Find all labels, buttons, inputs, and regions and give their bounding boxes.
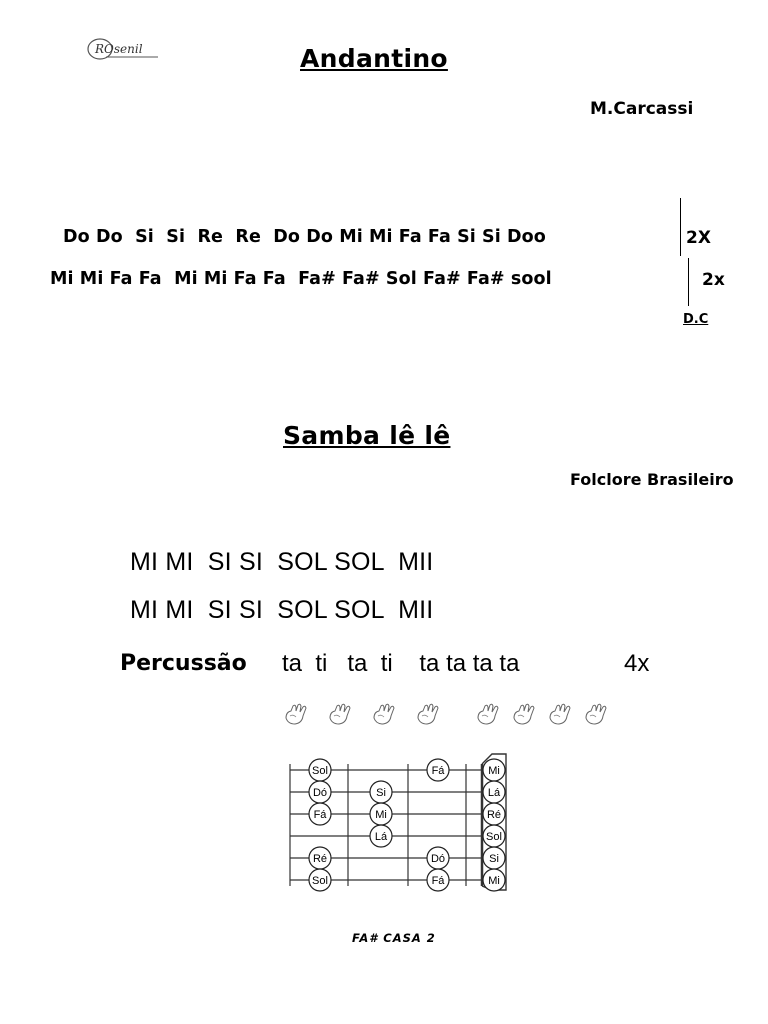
clap-hand-icon [550,704,570,724]
samba-author: Folclore Brasileiro [570,470,734,489]
fretboard-diagram [286,752,516,892]
andantino-repeat-2: 2x [702,270,725,290]
fret-note-label: Sol [312,875,328,887]
fret-note [483,847,505,869]
fret-note-label: Mi [488,875,500,887]
clap-hand-icon [418,704,438,724]
fret-note-label: Dó [430,853,446,865]
samba-line-1: MI MI SI SI SOL SOL MII [130,548,434,576]
fret-note-label: Sol [486,831,502,843]
fret-note-label: Si [376,787,386,799]
fret-note-label: Mi [488,765,500,777]
fret-note-label: Fá [431,875,445,887]
clap-hand-icon [514,704,534,724]
fret-note [309,803,331,825]
clap-hand-icon [374,704,394,724]
logo-text: ROsenil [95,42,143,56]
andantino-line-2: Mi Mi Fa Fa Mi Mi Fa Fa Fa# Fa# Sol Fa# Fa# sool [50,269,552,289]
clap-hand-icon [586,704,606,724]
fret-note [370,781,392,803]
fret-note-label: Fá [313,809,327,821]
percussion-syllables: ta ti ta ti ta ta ta ta [282,650,520,677]
andantino-title: Andantino [300,44,448,73]
fret-note-label: Lá [487,787,501,799]
fretboard-caption: FA# CASA 2 [352,931,436,945]
clap-hand-icon [286,704,306,724]
fret-note [427,847,449,869]
fret-note-label: Ré [486,809,502,821]
da-capo-marker: D.C [683,312,709,327]
fret-note-label: Si [489,853,499,865]
percussion-label: Percussão [120,651,247,676]
fret-note [370,803,392,825]
fret-note [370,825,392,847]
fret-note-label: Ré [312,853,328,865]
clap-icons [280,700,620,730]
samba-line-2: MI MI SI SI SOL SOL MII [130,596,434,624]
logo [86,36,162,62]
samba-title: Samba lê lê [283,421,451,450]
clap-hand-icon [330,704,350,724]
fret-note [483,781,505,803]
andantino-line-1: Do Do Si Si Re Re Do Do Mi Mi Fa Fa Si Si Doo [63,227,546,247]
fret-note [483,803,505,825]
fret-note [483,759,505,781]
fret-note-label: Sol [312,765,328,777]
fret-note-label: Mi [375,809,387,821]
repeat-bracket-2 [684,258,689,306]
andantino-author: M.Carcassi [590,99,694,119]
fret-note-label: Fá [431,765,445,777]
fret-note [309,759,331,781]
fret-note [427,759,449,781]
fret-note [309,847,331,869]
fret-note [309,781,331,803]
andantino-repeat-1: 2X [686,228,711,248]
clap-hand-icon [478,704,498,724]
fret-note [309,869,331,891]
fret-note [483,869,505,891]
fret-note-label: Dó [312,787,328,799]
fret-note [427,869,449,891]
repeat-bracket-1 [676,198,681,256]
fret-note-label: Lá [374,831,388,843]
fret-note [483,825,505,847]
percussion-repeat: 4x [624,650,650,677]
